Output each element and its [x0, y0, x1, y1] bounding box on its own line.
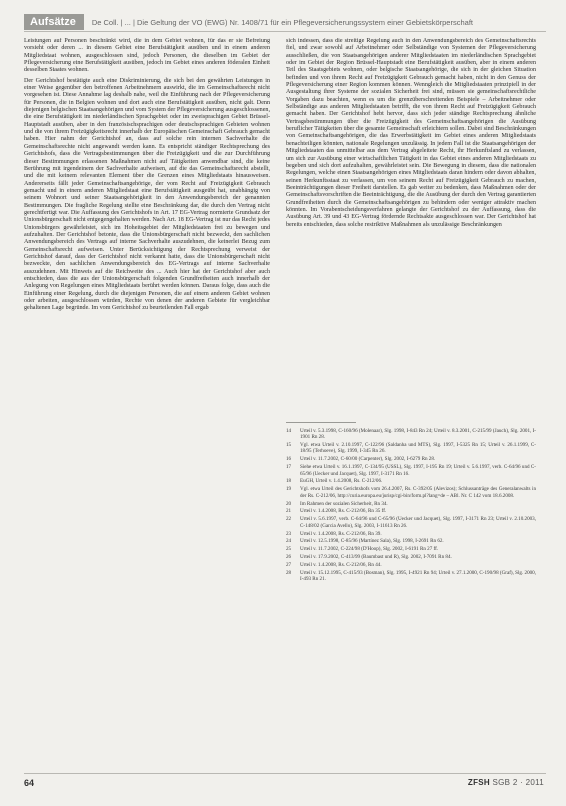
footnote-number: 24	[286, 538, 292, 545]
footnotes	[286, 428, 536, 768]
footnote-number: 14	[286, 428, 292, 434]
paragraph: Leistungen auf Personen beschränkt wird, die in dem Gebiet wohnen, für das er sie Befreiung vorsieht oder deren ... in diesem Gebiet eine Berufstätigkeit ausüben und in einem anderen Mitgliedstaat wohnen, ausgeschlossen sind, jedoch Personen, die dieselben im Gebiet der Pflegeversicherung eine Berufstätigkeit ausüben, jedoch im Gebiet eines anderen föderalen Einheit desselben Staates wohnen.	[24, 38, 270, 74]
footnote	[286, 546, 536, 552]
journal-name: ZFSH	[467, 778, 490, 787]
footnote	[286, 554, 536, 560]
footnote-text: Urteil v. 11.7.2002, C-60/00 (Carpenter), Slg. 2002, I-6279 Rn 28.	[300, 456, 436, 463]
footnote-number: 16	[286, 456, 292, 463]
right-column	[286, 38, 536, 412]
footnote-number: 23	[286, 530, 292, 537]
footnote-text: Urteil v. 17.9.2002, C-413/99 (Baumbast und R), Slg. 2002, I-7091 Rn 84.	[300, 554, 452, 561]
footnote	[286, 570, 536, 583]
footnote	[286, 442, 536, 455]
footnote	[286, 428, 536, 441]
footnote-number: 18	[286, 478, 292, 485]
footnote-text: Urteil v. 1.4.2008, Rs. C-212/06, Rn 39.	[300, 530, 382, 537]
footnote-text: Urteil v. 1.4.2008, Rs. C-212/06, Rn 44.	[300, 562, 382, 569]
footnote-number: 21	[286, 508, 292, 515]
footnote-text: Im Rahmen der sozialen Sicherheit, Rn 34.	[300, 500, 388, 507]
footnote-text: Urteil v. 11.7.2002, C-224/98 (D'Hoop), Slg. 2002, I-6191 Rn 27 ff.	[300, 546, 439, 553]
footnote-text: Urteil v. 12.5.1998, C-85/96 (Martínez Sala), Slg. 1998, I-2691 Rn 62.	[300, 538, 444, 545]
footnote-text: Vgl. etwa Urteil v. 2.10.1997, C-122/96 (Saldanha und MTS), Slg. 1997, I-5325 Rn 15; Urteil v. 26.1.1999, C-18/95 (Terhoeve), Slg. 1999, I-345 Rn 26.	[300, 442, 536, 455]
footnote-number: 22	[286, 516, 292, 523]
footnote	[286, 501, 536, 507]
footnote-text: Urteil v. 5.3.1998, C-160/96 (Molenaar), Slg. 1998, I-843 Rn 24; Urteil v. 8.3.2001, C-215/99 (Jauch), Slg. 2001, I-1901 Rn 28.	[300, 428, 536, 441]
paragraph: Der Gerichtshof bestätigte auch eine Diskriminierung, die sich bei den gewährten Leistungen in einer Weise gegenüber den betroffenen Arbeitnehmern auswirkt, die im Gemeinschaftsrecht nicht vorgesehen ist. Diese Annahme lag deshalb nahe, weil die Einführung nach der Pflegeversicherung für Personen, die in Belgien wohnen und dort auch eine Berufstätigkeit ausüben, nicht galt. Denn diejenigen belgischen Staatsangehörigen und vom System der Pflegeversicherung ausgeschlossenen, die eine Berufstätigkeit im niederländischen Sprachgebiet oder im zweisprachigen Gebiet Brüssel-Hauptstadt ausüben, aber in den französischsprachigen oder deutschsprachigen Gebieten wohnen und die von ihrem Freizügigkeitsrecht innerhalb der Europäischen Gemeinschaft Gebrauch gemacht haben. Hier nahm der Gerichtshof an, dass auf solche rein internen Sachverhalte die Gemeinschaftsrechte nicht angewandt werden kann. Es entspricht ständiger Rechtsprechung des Gerichtshofs, dass die Vertragsbestimmungen über die Freizügigkeit und die zur Durchführung dieser Bestimmungen erlassenen Maßnahmen nicht auf Tätigkeiten anwendbar sind, die keine Berührung mit irgendeinem der Sachverhalte aufweisen, auf die das Gemeinschaftsrecht abstellt, und die mit keinem relevanten Element über die Grenzen eines Mitgliedstaats hinausweisen. Andererseits fällt jeder Gemeinschaftsangehörige, der vom Recht auf Freizügigkeit Gebrauch gemacht und in einem anderen Mitgliedstaat eine Berufstätigkeit ausgeübt hat, unabhängig von seinem Wohnort und seiner Staatsangehörigkeit in den Anwendungsbereich der genannten Bestimmungen. Die fragliche Regelung stellte eine Beschränkung dar, die durch den Vertrag nicht gerechtfertigt war. Die Auffassung des Gerichtshofs in Art. 17 EG-Vertrag normierte Grundsatz der Unionsbürgerschaft nicht entgegengehalten werden. Nach Art. 18 EG-Vertrag ist nur das Recht jedes Unionsbürgers gewährleistet, sich im Hoheitsgebiet der Mitgliedstaaten frei zu bewegen und aufzuhalten. Der Gerichtshof betonte, dass die Unionsbürgerschaft nicht bezweckt, den sachlichen Anwendungsbereich des Vertrags auf interne Sachverhalte auszudehnen, die keinerlei Bezug zum Gemeinschaftsrecht aufweisen. Unter Berücksichtigung der Rechtsprechung verweist der Gerichtshof darauf, dass der Gerichtshof nicht verkannt hatte, dass die Unionsbürgerschaft nicht bezweckte, den sachlichen Anwendungsbereich des EG-Vertrags auf interne Sachverhalte auszudehnen. Mit Hinweis auf die Reichweite des ... Auch hier hat der Gerichtshof aber auch entschieden, dass die aus der Unionsbürgerschaft folgenden Grundfreiheiten auch innerhalb der Anlegung von Regelungen eines Mitgliedstaats berührt werden können. Daraus folge, dass auch die Einführung einer Regelung, durch die diejenigen Personen, die auf einem anderen Gebiet wohnen oder arbeiten, ausgeschlossen würden, Rechte von denen der anderen Gebiete für vergleichbar gehaltenen Lage begründe. Im vom Gerichtshof zu beurteilenden Fall ergab	[24, 77, 270, 312]
footnote-text: Vgl. etwa Urteil des Gerichtshofs vom 26.4.2007, Rs. C-392/05 (Alevizos); Schlussanträge des Generalanwalts in der Rs. C-212/06, http://curia.europa.eu/jurisp/cgi-bin/form.pl?lang=de – ABl. Nr. C 142 vom 18.6.2008.	[300, 486, 536, 499]
footer-divider	[24, 773, 546, 774]
footnote	[286, 478, 536, 484]
footnote-number: 20	[286, 500, 292, 507]
footnote-text: Urteil v. 5.6.1997, verb. C-64/96 und C-65/96 (Uecker und Jacquet), Slg. 1997, I-3171 Rn 23; Urteil v. 2.10.2003, C-148/02 (Garcia Avello), Slg. 2003, I-11613 Rn 26.	[300, 516, 536, 529]
footnote	[286, 516, 536, 529]
header-divider	[24, 31, 546, 32]
footnote-number: 25	[286, 546, 292, 553]
journal-issue: SGB 2 · 2011	[492, 778, 544, 787]
footnote-number: 17	[286, 464, 292, 471]
page-number: 64	[24, 778, 35, 788]
article-title: De Coll. | ... | Die Geltung der VO (EWG) Nr. 1408/71 für ein Pflegeversicherungssystem einer Gebietskörperschaft	[91, 17, 473, 27]
section-label: Aufsätze	[24, 14, 84, 30]
footnote-text: Siehe etwa Urteil v. 16.1.1997, C-134/95 (USSL), Slg. 1997, I-195 Rn 19; Urteil v. 5.6.1997, verb. C-64/96 und C-65/96 (Uecker und Jacquet), Slg. 1997, I-3171 Rn 16.	[300, 464, 536, 477]
running-header	[24, 14, 546, 30]
footnote-number: 28	[286, 569, 292, 576]
left-column	[24, 38, 270, 762]
journal-label	[468, 778, 544, 787]
paragraph: sich indessen, dass die streitige Regelung auch in den Anwendungsbereich des Gemeinschaftsrechts fiel, und zwar sowohl auf Arbeitnehmer oder Selbständige von Systemen der Pflegeversicherung ausschließen, die von Staatsangehörigen anderer Mitgliedstaaten im niederländischen Sprachgebiet oder im Gebiet der Region Brüssel-Hauptstadt eine Berufstätigkeit ausüben, aber in einem anderen Teil des Staatsgebiets wohnen, oder belgische Staatsangehörige, die sich in der gleichen Situation befinden und von ihrem Recht auf Freizügigkeit Gebrauch gemacht haben, nicht in den Genuss der Pflegeversicherung einer Region kommen können. Wenngleich die Mitgliedstaaten prinzipiell in der Ausgestaltung ihrer Systeme der sozialen Sicherheit frei sind, müssen sie gemeinschaftsrechtliche Vorgaben dazu beachten, wenn es um die grenzüberschreitenden Beispiele – Arbeitnehmer oder Selbständige aus anderen Mitgliedstaaten betrifft, die von ihrem Recht auf Freizügigkeit Gebrauch gemacht haben. Der Gerichtshof hebt hervor, dass sich jeder ständige Rechtsprechung ähnliche Vertragsbestimmungen über die Freizügigkeit des Gemeinschaftsangehörigen die Ausübung beruflicher Tätigkeiten über die gesamte Gemeinschaft erleichtern sollen. Dabei sind Beschränkungen von Gemeinschaftsangehörigen, die das Erwerbstätigkeit im Gebiet eines anderen Mitgliedstaats benachteiligen könnten, nationale Regelungen unzulässig. In jedem Fall ist die Staatsangehörigen der Mitgliedstaaten das unmittelbar aus dem Vertrag abgeleitete Recht, ihr Herkunftsland zu verlassen, um sich zur Ausübung einer wirtschaftlichen Tätigkeit in das Gebiet eines anderen Mitgliedstaats zu begeben und sich dort aufzuhalten, gewährleistet sein. Die Bewegung in diesem, dass die nationalen Regelungen, welche einen Staatsangehörigen eines Mitgliedstaats daran hindern oder davon abhalten, seinen Herkunftsstaat zu verlassen, um von seinem Recht auf Freizügigkeit Gebrauch zu machen, Beeinträchtigungen dieser Freiheit darstellen. Es gab weiter zu bedenken, dass Maßnahmen oder der Gemeinschaftsvorschriften die Beeinträchtigung, die die Ausübung der durch den Vertrag garantierten Grundfreiheiten durch die Gemeinschaftsangehörigen zu behindern oder weniger attraktiv machen könnten. Im Vorabentscheidungsverfahren gelangte der Gerichtshof zu der Auffassung, dass die Ausübung Art. 39 und 43 EG-Vertrag fördernde Rechtsakte ausgeschlossen war. Der Gerichtshof hat bereits entschieden, dass solche restriktive Maßnahmen als unzulässige Beschränkungen	[286, 38, 536, 228]
footnote-text: Urteil v. 15.12.1995, C-415/93 (Bosman), Slg. 1995, I-4921 Rn 94; Urteil v. 27.1.2000, C-190/98 (Graf), Slg. 2000, I-493 Rn 21.	[300, 569, 536, 583]
footnote	[286, 486, 536, 499]
footnote-text: Urteil v. 1.4.2008, Rs. C-212/06, Rn 35 ff.	[300, 508, 387, 515]
footnote	[286, 464, 536, 477]
footnote-number: 26	[286, 554, 292, 561]
footnote	[286, 562, 536, 568]
footnote-divider	[286, 422, 356, 423]
footnote-text: EuGH, Urteil v. 1.4.2008, Rs. C-212/06.	[300, 478, 383, 485]
footnote	[286, 538, 536, 544]
footnote	[286, 456, 536, 462]
footnote-number: 19	[286, 486, 292, 493]
footnote	[286, 508, 536, 514]
footnote-number: 27	[286, 562, 292, 569]
footnote-number: 15	[286, 442, 292, 449]
footnote	[286, 531, 536, 537]
